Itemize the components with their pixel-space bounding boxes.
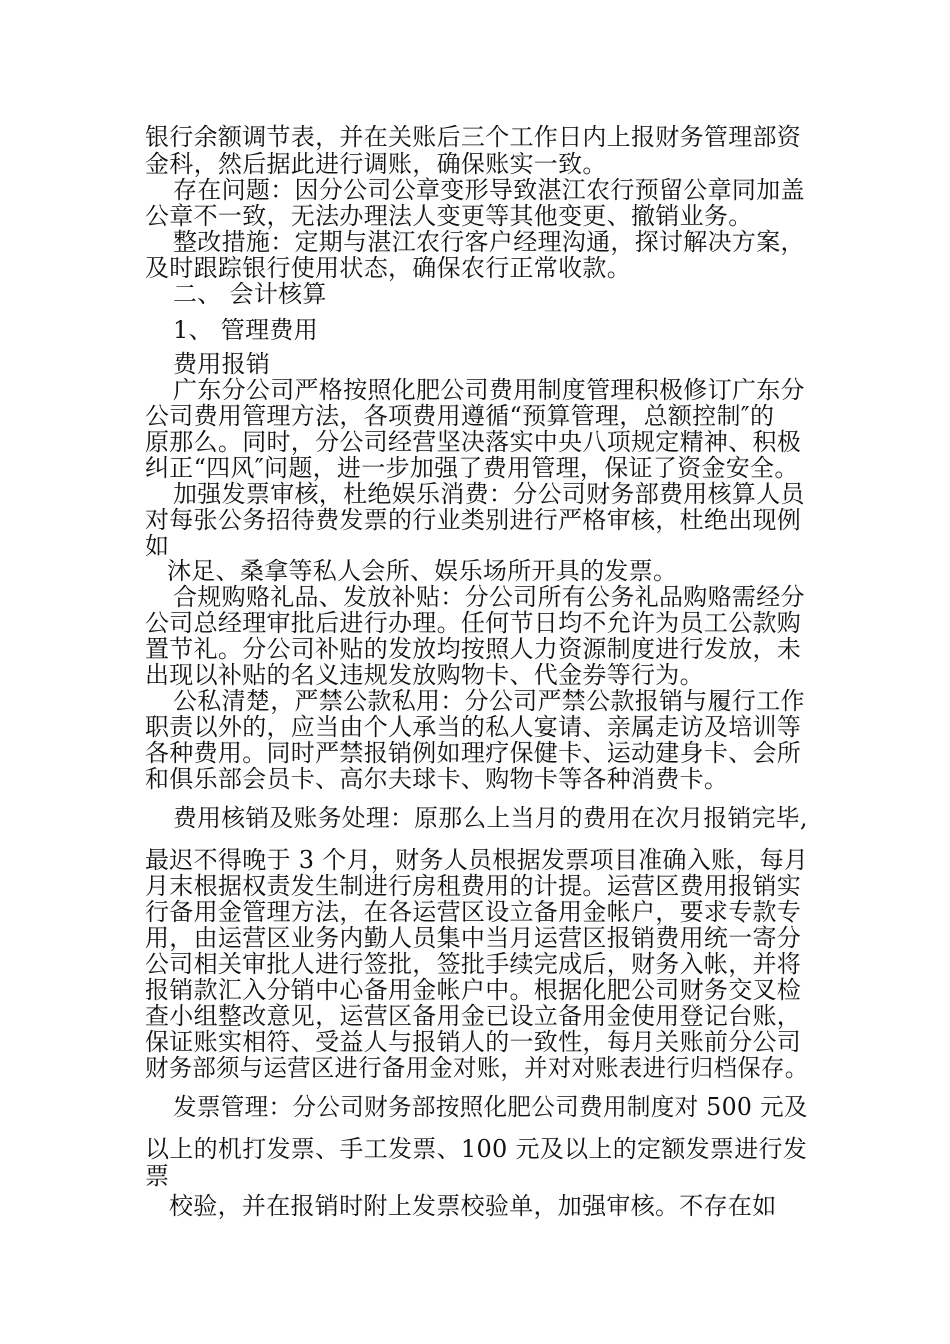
text-line: 查小组整改意见，运营区备用金已设立备用金使用登记台账， [145, 1002, 802, 1030]
text-line: 纠正“四风″问题，进一步加强了费用管理，保证了资金安全。 [145, 454, 799, 482]
text-line: 金科，然后据此进行调账，确保账实一致。 [145, 150, 607, 178]
text-line: 校验，并在报销时附上发票校验单，加强审核。不存在如 [169, 1192, 777, 1220]
text-line: 广东分公司严格按照化肥公司费用制度管理积极修订广东分 [173, 376, 805, 404]
text-line: 公司费用管理方法，各项费用遵循“预算管理，总额控制″的 [145, 402, 775, 430]
subsection-heading: 费用报销 [173, 350, 271, 378]
text-line: 加强发票审核，杜绝娱乐消费：分公司财务部费用核算人员 [173, 480, 805, 508]
text-line: 公私清楚，严禁公款私用：分公司严禁公款报销与履行工作 [173, 687, 805, 715]
text-line: 如 [145, 532, 170, 560]
text-line: 用，由运营区业务内勤人员集中当月运营区报销费用统一寄分 [145, 924, 802, 952]
text-line: 原那么。同时，分公司经营坚决落实中央八项规定精神、积极 [145, 428, 802, 456]
text-line: 合规购赂礼品、发放补贴：分公司所有公务礼品购赂需经分 [173, 583, 805, 611]
text-line: 月末根据权责发生制进行房租费用的计提。运营区费用报销实 [145, 872, 802, 900]
text-line: 财务部须与运营区进行备用金对账，并对对账表进行归档保存。 [145, 1054, 809, 1082]
text-line: 最迟不得晚于 3 个月，财务人员根据发票项目准确入账，每月 [145, 846, 809, 874]
subsection-heading: 1、 管理费用 [173, 316, 318, 344]
section-heading: 二、 会计核算 [173, 280, 327, 308]
text-line: 公章不一致，无法办理法人变更等其他变更、撤销业务。 [145, 202, 753, 230]
text-line: 票 [145, 1162, 170, 1190]
text-line: 置节礼。分公司补贴的发放均按照人力资源制度进行发放，未 [145, 635, 802, 663]
text-line: 存在问题：因分公司公章变形导致湛江农行预留公章同加盖 [173, 176, 805, 204]
text-line: 职责以外的，应当由个人承当的私人宴请、亲属走访及培训等 [145, 713, 802, 741]
text-line: 整改措施：定期与湛江农行客户经理沟通，探讨解决方案， [173, 228, 805, 256]
text-line: 和俱乐部会员卡、高尔夫球卡、购物卡等各种消费卡。 [145, 765, 729, 793]
text-line: 出现以补贴的名义违规发放购物卡、代金券等行为。 [145, 661, 704, 689]
text-line: 公司相关审批人进行签批，签批手续完成后，财务入帐，并将 [145, 950, 802, 978]
text-line: 发票管理：分公司财务部按照化肥公司费用制度对 500 元及 [173, 1093, 808, 1121]
text-line: 行备用金管理方法，在各运营区设立备用金帐户，要求专款专 [145, 898, 802, 926]
text-line: 公司总经理审批后进行办理。任何节日均不允许为员工公款购 [145, 609, 802, 637]
text-line: 对每张公务招待费发票的行业类别进行严格审核，杜绝出现例 [145, 506, 802, 534]
text-line: 沐足、桑拿等私人会所、娱乐场所开具的发票。 [167, 557, 678, 585]
text-line: 以上的机打发票、手工发票、100 元及以上的定额发票进行发 [145, 1135, 808, 1163]
text-line: 银行余额调节表，并在关账后三个工作日内上报财务管理部资 [145, 123, 802, 151]
text-line: 及时跟踪银行使用状态，确保农行正常收款。 [145, 254, 631, 282]
text-line: 各种费用。同时严禁报销例如理疗保健卡、运动建身卡、会所 [145, 739, 802, 767]
text-line: 费用核销及账务处理：原那么上当月的费用在次月报销完毕, [173, 804, 808, 832]
text-line: 报销款汇入分销中心备用金帐户中。根据化肥公司财务交叉检 [145, 976, 802, 1004]
text-line: 保证账实相符、受益人与报销人的一致性，每月关账前分公司 [145, 1028, 802, 1056]
